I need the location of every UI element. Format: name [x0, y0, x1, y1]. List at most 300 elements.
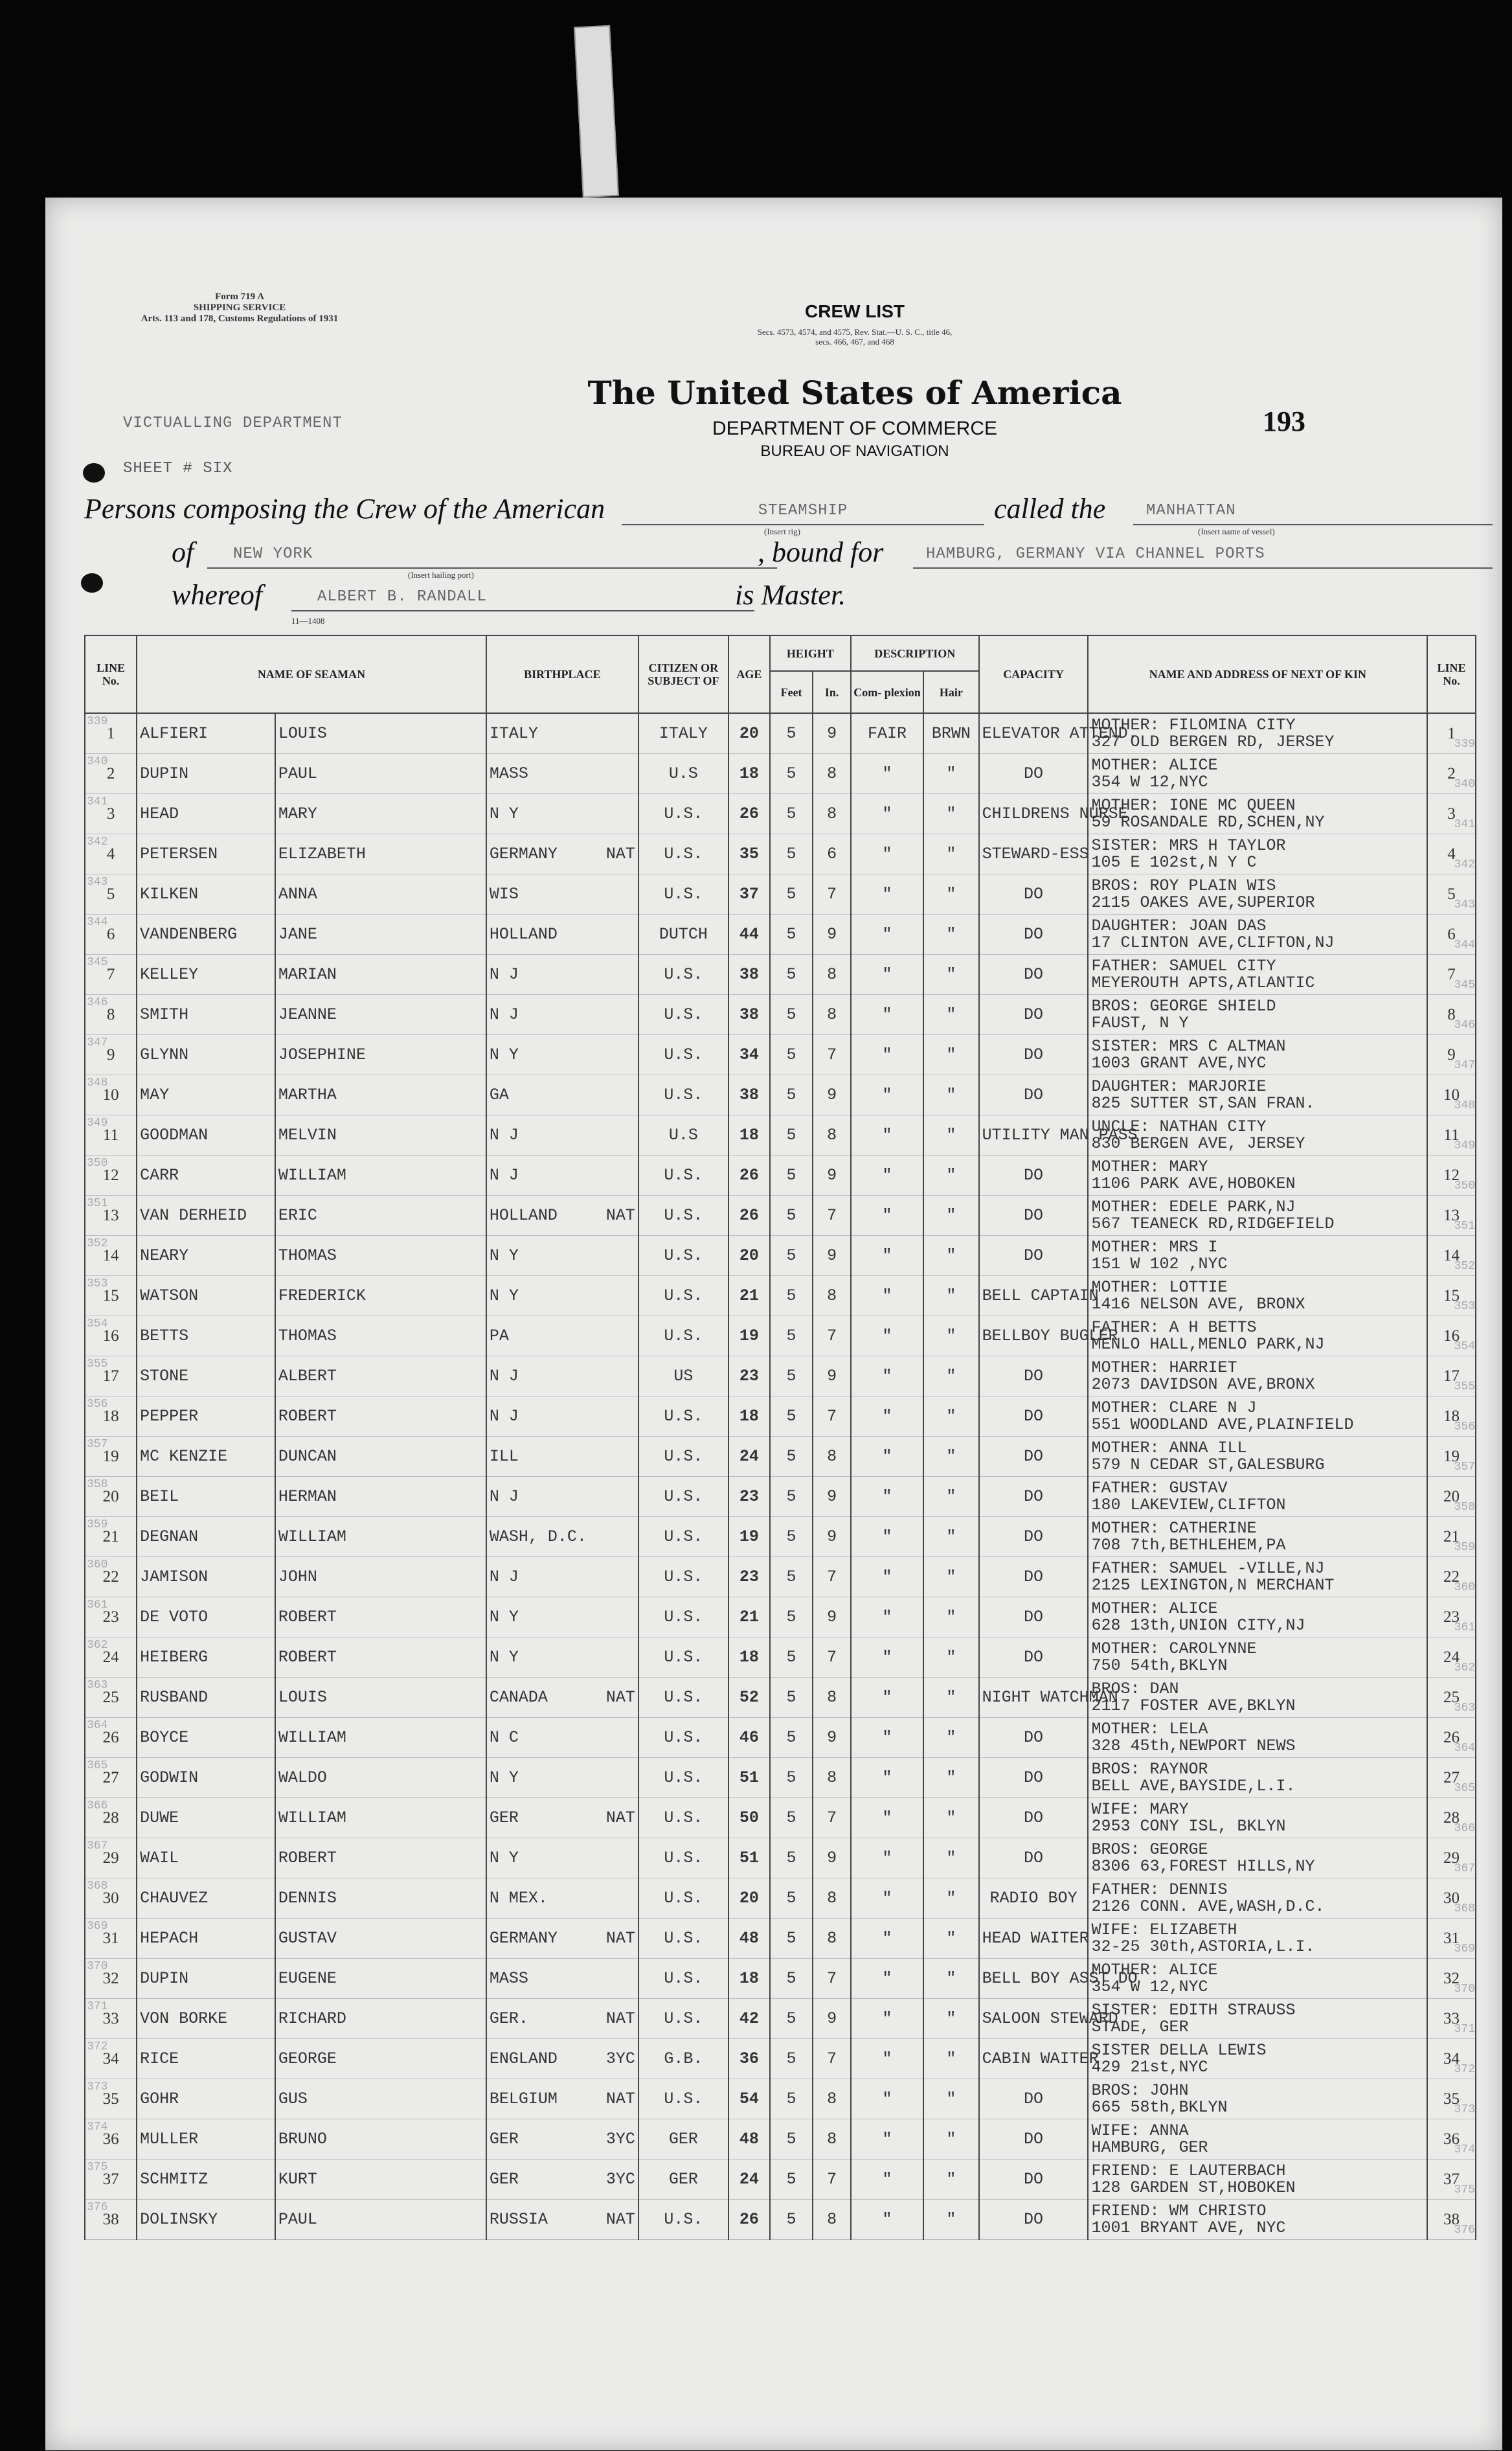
running-number-right: 374 — [1454, 2143, 1475, 2156]
citizenship-cell: U.S. — [638, 1637, 728, 1678]
line-number-text: 15 — [1443, 1286, 1460, 1305]
line-number-text: 37 — [1443, 2170, 1460, 2188]
running-number-right: 370 — [1454, 1983, 1475, 1996]
next-of-kin-cell — [1088, 2200, 1427, 2240]
next-of-kin-cell — [1088, 1156, 1427, 1196]
line-number-text: 30 — [1443, 1889, 1460, 1907]
complexion-cell: " — [851, 915, 923, 955]
given-name-cell: ROBERT — [275, 1597, 486, 1637]
col-birthplace: BIRTHPLACE — [486, 635, 638, 713]
height-feet-cell: 5 — [770, 1838, 813, 1878]
surname-cell: CARR — [137, 1156, 275, 1196]
surname-cell: NEARY — [137, 1236, 275, 1276]
height-inches-cell: 7 — [813, 1637, 851, 1678]
height-feet-cell: 5 — [770, 1276, 813, 1316]
age-cell: 24 — [728, 1437, 770, 1477]
next-of-kin-cell — [1088, 713, 1427, 754]
running-number: 350 — [87, 1157, 108, 1170]
height-inches-cell: 7 — [813, 2039, 851, 2079]
birthplace-cell — [486, 1678, 638, 1718]
birthplace-cell — [486, 1838, 638, 1878]
height-inches-cell: 8 — [813, 794, 851, 834]
running-number: 367 — [87, 1840, 108, 1852]
kin-name-line: FATHER: A H BETTS — [1091, 1317, 1257, 1337]
age-cell: 42 — [728, 1999, 770, 2039]
line-number-text: 24 — [102, 1648, 119, 1666]
birthplace-text: N J — [489, 1367, 519, 1385]
hair-cell: " — [923, 874, 978, 915]
age-cell: 51 — [728, 1838, 770, 1878]
surname-cell: ALFIERI — [137, 713, 275, 754]
age-cell: 48 — [728, 2119, 770, 2160]
age-cell: 51 — [728, 1758, 770, 1798]
kin-address-line: 551 WOODLAND AVE,PLAINFIELD — [1091, 1415, 1354, 1434]
line-number-right — [1427, 2200, 1476, 2240]
complexion-cell: " — [851, 955, 923, 995]
running-number: 359 — [87, 1518, 108, 1531]
citizenship-cell: US — [638, 1356, 728, 1396]
naturalization-mark: NAT — [605, 1929, 635, 1948]
running-number-right: 360 — [1454, 1581, 1475, 1594]
table-row — [85, 1798, 1476, 1838]
line-number — [85, 2160, 137, 2200]
complexion-cell: " — [851, 1999, 923, 2039]
height-feet-cell: 5 — [770, 1437, 813, 1477]
line-number-text: 26 — [102, 1728, 119, 1746]
citizenship-cell: U.S. — [638, 1477, 728, 1517]
line-number — [85, 1678, 137, 1718]
next-of-kin-cell — [1088, 1678, 1427, 1718]
table-row — [85, 1236, 1476, 1276]
birthplace-text: N J — [489, 1487, 519, 1506]
line-number-text: 23 — [1443, 1608, 1460, 1626]
line-number-text: 32 — [1443, 1969, 1460, 1987]
line-number-text: 11 — [1443, 1126, 1460, 1144]
line-number-right — [1427, 1276, 1476, 1316]
line-number — [85, 1637, 137, 1678]
capacity-cell: NIGHT WATCHMAN — [979, 1678, 1089, 1718]
line-number-text: 13 — [1443, 1206, 1460, 1224]
birthplace-cell — [486, 2119, 638, 2160]
height-feet-cell: 5 — [770, 1316, 813, 1356]
complexion-cell: " — [851, 754, 923, 794]
height-feet-cell: 5 — [770, 1678, 813, 1718]
birthplace-cell — [486, 1999, 638, 2039]
height-inches-cell: 9 — [813, 1838, 851, 1878]
kin-address-line: 1416 NELSON AVE, BRONX — [1091, 1294, 1305, 1314]
running-number: 363 — [87, 1679, 108, 1692]
vessel-field: MANHATTAN — [1133, 502, 1493, 525]
surname-cell: BEIL — [137, 1477, 275, 1517]
running-number-right: 349 — [1454, 1139, 1475, 1152]
kin-address-line: 1003 GRANT AVE,NYC — [1091, 1053, 1267, 1073]
line-number — [85, 1356, 137, 1396]
citizenship-cell: U.S. — [638, 1959, 728, 1999]
naturalization-mark: NAT — [605, 1206, 635, 1225]
complexion-cell: " — [851, 1959, 923, 1999]
kin-name-line: SISTER: EDITH STRAUSS — [1091, 2000, 1296, 2020]
complexion-cell: " — [851, 2160, 923, 2200]
hair-cell: " — [923, 1597, 978, 1637]
line-number — [85, 1557, 137, 1597]
table-row — [85, 1597, 1476, 1637]
height-feet-cell: 5 — [770, 1396, 813, 1437]
running-number-right: 368 — [1454, 1902, 1475, 1915]
capacity-cell: DO — [979, 1437, 1089, 1477]
kin-name-line: MOTHER: ANNA ILL — [1091, 1438, 1247, 1457]
birthplace-text: GER — [489, 1808, 519, 1827]
birthplace-cell — [486, 713, 638, 754]
birthplace-cell — [486, 1758, 638, 1798]
given-name-cell: GUSTAV — [275, 1919, 486, 1959]
hair-cell: " — [923, 1276, 978, 1316]
given-name-cell: HERMAN — [275, 1477, 486, 1517]
birthplace-cell — [486, 874, 638, 915]
height-inches-cell: 7 — [813, 1316, 851, 1356]
line-number-text: 19 — [102, 1447, 119, 1465]
kin-name-line: MOTHER: ALICE — [1091, 755, 1218, 775]
height-inches-cell: 8 — [813, 2079, 851, 2119]
next-of-kin-cell — [1088, 794, 1427, 834]
hair-cell: " — [923, 1838, 978, 1878]
table-row — [85, 1156, 1476, 1196]
height-inches-cell: 8 — [813, 1437, 851, 1477]
given-name-cell: ROBERT — [275, 1396, 486, 1437]
height-inches-cell: 7 — [813, 1959, 851, 1999]
given-name-cell: WILLIAM — [275, 1718, 486, 1758]
line-number-text: 28 — [102, 1808, 119, 1827]
running-number: 373 — [87, 2080, 108, 2093]
birthplace-text: BELGIUM — [489, 2090, 558, 2108]
hair-cell: " — [923, 1196, 978, 1236]
hair-cell: " — [923, 1517, 978, 1557]
naturalization-mark: 3YC — [605, 2130, 635, 2149]
line-number-text: 15 — [102, 1286, 119, 1305]
table-row — [85, 1838, 1476, 1878]
age-cell: 36 — [728, 2039, 770, 2079]
kin-address-line: 2125 LEXINGTON,N MERCHANT — [1091, 1575, 1335, 1595]
citizenship-cell: GER — [638, 2160, 728, 2200]
line-number-text: 9 — [1447, 1045, 1456, 1064]
kin-name-line: DAUGHTER: JOAN DAS — [1091, 916, 1267, 935]
citizenship-cell: U.S. — [638, 1999, 728, 2039]
line-number-right — [1427, 1075, 1476, 1115]
capacity-cell: DO — [979, 1356, 1089, 1396]
line-number-right — [1427, 2079, 1476, 2119]
birthplace-text: N J — [489, 1005, 519, 1024]
line-number-text: 14 — [102, 1246, 119, 1264]
given-name-cell: GUS — [275, 2079, 486, 2119]
running-number-right: 367 — [1454, 1862, 1475, 1875]
capacity-cell: BELLBOY BUGLER — [979, 1316, 1089, 1356]
capacity-cell: CABIN WAITER — [979, 2039, 1089, 2079]
hair-cell: " — [923, 1557, 978, 1597]
line-number — [85, 2079, 137, 2119]
crew-list-page — [45, 198, 1502, 2450]
line-number-right — [1427, 1236, 1476, 1276]
running-number-right: 347 — [1454, 1059, 1475, 1072]
bound-for-label: , bound for — [758, 536, 884, 568]
line-number-text: 8 — [1447, 1005, 1456, 1023]
line-number-right — [1427, 915, 1476, 955]
line-number-text: 35 — [1443, 2090, 1460, 2108]
capacity-cell: DO — [979, 2160, 1089, 2200]
line-number-right — [1427, 2160, 1476, 2200]
kin-address-line: 105 E 102st,N Y C — [1091, 852, 1257, 872]
kin-name-line: MOTHER: LOTTIE — [1091, 1277, 1228, 1297]
running-number-right: 357 — [1454, 1461, 1475, 1474]
running-number: 347 — [87, 1036, 108, 1049]
age-cell: 21 — [728, 1597, 770, 1637]
running-number: 351 — [87, 1197, 108, 1210]
kin-address-line: MENLO HALL,MENLO PARK,NJ — [1091, 1334, 1325, 1354]
given-name-cell: ANNA — [275, 874, 486, 915]
next-of-kin-cell — [1088, 1999, 1427, 2039]
kin-address-line: 2115 OAKES AVE,SUPERIOR — [1091, 893, 1315, 912]
kin-address-line: 151 W 102 ,NYC — [1091, 1254, 1228, 1273]
kin-name-line: MOTHER: HARRIET — [1091, 1358, 1237, 1377]
citizenship-cell: U.S. — [638, 1437, 728, 1477]
citizenship-cell: U.S. — [638, 1838, 728, 1878]
given-name-cell: DENNIS — [275, 1878, 486, 1919]
citizenship-cell: U.S. — [638, 1316, 728, 1356]
line-number-right — [1427, 1919, 1476, 1959]
citizenship-cell: U.S. — [638, 1276, 728, 1316]
next-of-kin-cell — [1088, 1276, 1427, 1316]
line-number-right — [1427, 1718, 1476, 1758]
kin-name-line: MOTHER: CAROLYNNE — [1091, 1639, 1257, 1658]
complexion-cell: " — [851, 1356, 923, 1396]
kin-address-line: 567 TEANECK RD,RIDGEFIELD — [1091, 1214, 1335, 1233]
line-number-right — [1427, 1999, 1476, 2039]
birthplace-cell — [486, 1115, 638, 1156]
line-number — [85, 713, 137, 754]
line-number-text: 2 — [1447, 764, 1456, 782]
running-number-right: 340 — [1454, 778, 1475, 791]
height-feet-cell: 5 — [770, 915, 813, 955]
birthplace-text: ENGLAND — [489, 2049, 558, 2068]
line-number-text: 18 — [1443, 1407, 1460, 1425]
line-number-text: 31 — [102, 1929, 119, 1947]
birthplace-text: N Y — [489, 1286, 519, 1305]
col-name: NAME OF SEAMAN — [137, 635, 486, 713]
line-number-text: 12 — [102, 1166, 119, 1184]
line-number — [85, 1838, 137, 1878]
department-heading: DEPARTMENT OF COMMERCE — [712, 418, 998, 439]
age-cell: 18 — [728, 1115, 770, 1156]
hair-cell: " — [923, 1477, 978, 1517]
birthplace-text: N Y — [489, 1608, 519, 1626]
punch-hole — [83, 463, 105, 483]
capacity-cell: DO — [979, 955, 1089, 995]
given-name-cell: BRUNO — [275, 2119, 486, 2160]
age-cell: 23 — [728, 1557, 770, 1597]
col-age: AGE — [728, 635, 770, 713]
kin-address-line: 328 45th,NEWPORT NEWS — [1091, 1736, 1296, 1755]
line-number — [85, 874, 137, 915]
height-inches-cell: 8 — [813, 955, 851, 995]
birthplace-cell — [486, 1396, 638, 1437]
running-number-right: 342 — [1454, 858, 1475, 871]
next-of-kin-cell — [1088, 995, 1427, 1035]
table-row — [85, 794, 1476, 834]
table-row — [85, 1517, 1476, 1557]
complexion-cell: " — [851, 1156, 923, 1196]
kin-address-line: 830 BERGEN AVE, JERSEY — [1091, 1134, 1305, 1153]
citizenship-cell: U.S. — [638, 1878, 728, 1919]
complexion-cell: " — [851, 1396, 923, 1437]
kin-address-line: 2117 FOSTER AVE,BKLYN — [1091, 1696, 1296, 1715]
running-number: 345 — [87, 956, 108, 969]
birthplace-cell — [486, 1356, 638, 1396]
running-number: 344 — [87, 916, 108, 929]
hair-cell: BRWN — [923, 713, 978, 754]
birthplace-cell — [486, 794, 638, 834]
hair-cell: " — [923, 1356, 978, 1396]
line-number-text: 21 — [1443, 1527, 1460, 1545]
kin-address-line: 32-25 30th,ASTORIA,L.I. — [1091, 1937, 1315, 1956]
next-of-kin-cell — [1088, 1437, 1427, 1477]
hair-cell: " — [923, 794, 978, 834]
height-inches-cell: 7 — [813, 2160, 851, 2200]
kin-name-line: FATHER: DENNIS — [1091, 1880, 1228, 1899]
birthplace-text: GER — [489, 2170, 519, 2189]
table-row — [85, 1396, 1476, 1437]
height-feet-cell: 5 — [770, 754, 813, 794]
running-number: 376 — [87, 2201, 108, 2214]
birthplace-text: MASS — [489, 764, 528, 783]
line-number — [85, 1878, 137, 1919]
surname-cell: KILKEN — [137, 874, 275, 915]
height-inches-cell: 9 — [813, 1236, 851, 1276]
running-number: 353 — [87, 1277, 108, 1290]
col-feet: Feet — [770, 671, 813, 713]
country-heading: The United States of America — [587, 374, 1122, 412]
surname-cell: GOHR — [137, 2079, 275, 2119]
given-name-cell: WILLIAM — [275, 1517, 486, 1557]
running-number: 348 — [87, 1077, 108, 1089]
citizenship-cell: U.S. — [638, 1196, 728, 1236]
line-number — [85, 1035, 137, 1075]
height-inches-cell: 7 — [813, 1035, 851, 1075]
line-number-text: 18 — [102, 1407, 119, 1425]
running-number-right: 346 — [1454, 1019, 1475, 1032]
line-number — [85, 1919, 137, 1959]
line-number — [85, 1156, 137, 1196]
kin-address-line: BELL AVE,BAYSIDE,L.I. — [1091, 1776, 1296, 1796]
naturalization-mark: 3YC — [605, 2049, 635, 2068]
given-name-cell: THOMAS — [275, 1236, 486, 1276]
form-title: CREW LIST — [805, 301, 905, 321]
table-row — [85, 1637, 1476, 1678]
age-cell: 24 — [728, 2160, 770, 2200]
table-row — [85, 1196, 1476, 1236]
line-number-text: 1 — [1447, 724, 1456, 742]
citizenship-cell: U.S. — [638, 1557, 728, 1597]
kin-address-line: 354 W 12,NYC — [1091, 1977, 1208, 1996]
given-name-cell: MELVIN — [275, 1115, 486, 1156]
line-number-right — [1427, 1838, 1476, 1878]
sheet-label: SHEET # SIX — [123, 460, 233, 477]
citizenship-cell: ITALY — [638, 713, 728, 754]
height-feet-cell: 5 — [770, 1035, 813, 1075]
line-number-right — [1427, 1035, 1476, 1075]
running-number-right: 339 — [1454, 738, 1475, 751]
citizenship-cell: U.S. — [638, 1517, 728, 1557]
kin-name-line: SISTER: MRS H TAYLOR — [1091, 836, 1286, 855]
birthplace-cell — [486, 1075, 638, 1115]
hair-cell: " — [923, 1156, 978, 1196]
citizenship-cell: U.S. — [638, 1678, 728, 1718]
rig-field: STEAMSHIP — [622, 502, 984, 525]
citizenship-cell: U.S. — [638, 1075, 728, 1115]
capacity-cell: BELL CAPTAIN — [979, 1276, 1089, 1316]
running-number-right: 355 — [1454, 1380, 1475, 1393]
birthplace-cell — [486, 1477, 638, 1517]
citizenship-cell: U.S. — [638, 1758, 728, 1798]
line-number-text: 1 — [106, 724, 115, 742]
hair-cell: " — [923, 1999, 978, 2039]
height-inches-cell: 7 — [813, 1557, 851, 1597]
kin-address-line: 429 21st,NYC — [1091, 2057, 1208, 2077]
citizenship-cell: U.S. — [638, 1798, 728, 1838]
age-cell: 18 — [728, 1396, 770, 1437]
height-feet-cell: 5 — [770, 713, 813, 754]
capacity-cell: ELEVATOR ATTEND. — [979, 713, 1089, 754]
line-number-text: 29 — [1443, 1849, 1460, 1867]
running-number-right: 351 — [1454, 1220, 1475, 1233]
kin-name-line: DAUGHTER: MARJORIE — [1091, 1077, 1267, 1096]
citizenship-cell: U.S. — [638, 874, 728, 915]
kin-name-line: MOTHER: MRS I — [1091, 1237, 1218, 1257]
height-inches-cell: 9 — [813, 1999, 851, 2039]
height-inches-cell: 8 — [813, 2119, 851, 2160]
next-of-kin-cell — [1088, 754, 1427, 794]
height-inches-cell: 8 — [813, 2200, 851, 2240]
citizenship-cell: U.S. — [638, 955, 728, 995]
line-number-right — [1427, 1316, 1476, 1356]
running-number: 357 — [87, 1438, 108, 1451]
running-number: 372 — [87, 2040, 108, 2053]
line-number — [85, 1999, 137, 2039]
line-number-text: 26 — [1443, 1728, 1460, 1746]
table-row — [85, 955, 1476, 995]
age-cell: 26 — [728, 2200, 770, 2240]
line-number-text: 20 — [1443, 1487, 1460, 1505]
line-number — [85, 1115, 137, 1156]
line-number-text: 14 — [1443, 1246, 1460, 1264]
line-number-text: 4 — [106, 845, 115, 863]
running-number-right: 375 — [1454, 2183, 1475, 2196]
line-number-text: 25 — [1443, 1688, 1460, 1706]
height-inches-cell: 8 — [813, 1758, 851, 1798]
kin-name-line: BROS: GEORGE SHIELD — [1091, 996, 1276, 1016]
col-height: HEIGHT — [770, 635, 851, 671]
table-row — [85, 1477, 1476, 1517]
age-cell: 38 — [728, 995, 770, 1035]
line-number-right — [1427, 1396, 1476, 1437]
birthplace-text: CANADA — [489, 1688, 548, 1707]
hair-cell: " — [923, 915, 978, 955]
running-number: 358 — [87, 1478, 108, 1491]
next-of-kin-cell — [1088, 1798, 1427, 1838]
line-number-text: 6 — [1447, 925, 1456, 943]
table-row — [85, 713, 1476, 754]
line-number-text: 21 — [102, 1527, 119, 1545]
line-number-text: 19 — [1443, 1447, 1460, 1465]
kin-address-line: 1106 PARK AVE,HOBOKEN — [1091, 1174, 1296, 1193]
height-feet-cell: 5 — [770, 1477, 813, 1517]
